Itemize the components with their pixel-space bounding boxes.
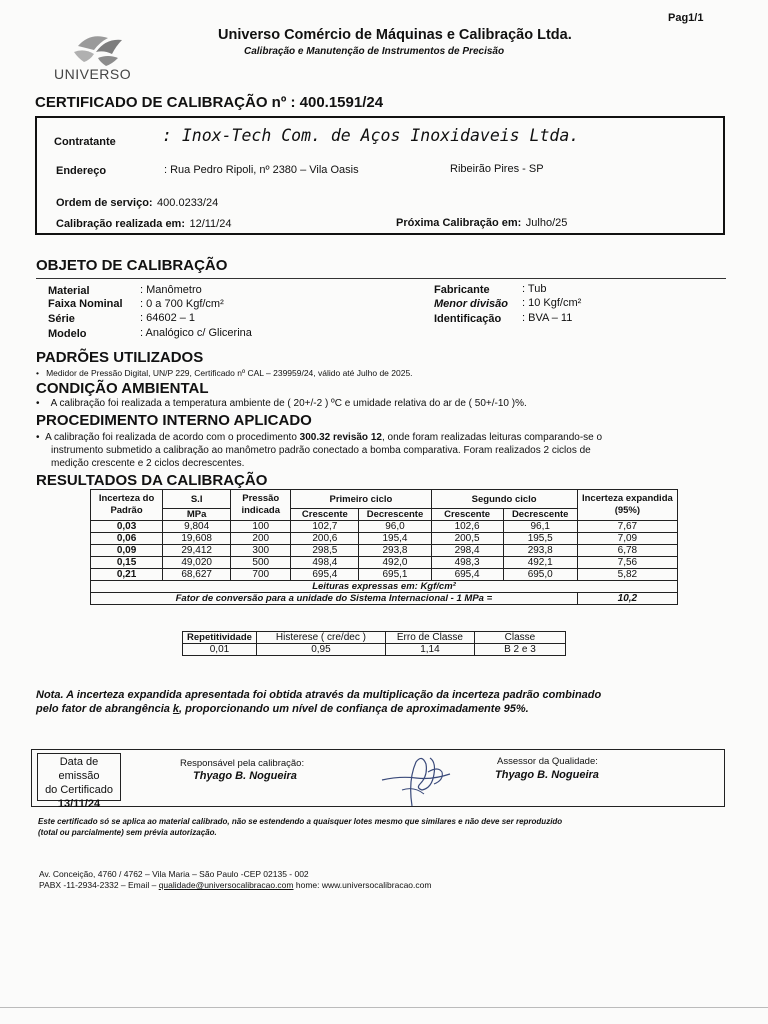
header-incerteza-padrao: Incerteza do Padrão bbox=[91, 490, 163, 521]
certificate-title-prefix: CERTIFICADO DE CALIBRAÇÃO nº : bbox=[35, 94, 300, 111]
cell-si: 19,608 bbox=[163, 533, 231, 545]
endereco-value: : Rua Pedro Ripoli, nº 2380 – Vila Oasis bbox=[164, 164, 359, 176]
issue-label-1: Data de emissão bbox=[58, 756, 100, 782]
cell-decrescente-2: 96,1 bbox=[503, 521, 577, 533]
material-value: : Manômetro bbox=[140, 284, 202, 296]
ordem-servico bbox=[56, 193, 218, 211]
cell-decrescente-1: 492,0 bbox=[359, 557, 431, 569]
note-text-c: , proporcionando um nível de confiança de aproximadamente 95%. bbox=[179, 703, 529, 715]
faixa-label: Faixa Nominal bbox=[48, 298, 123, 310]
section-divider bbox=[36, 278, 726, 279]
bullet-icon: • bbox=[36, 368, 47, 378]
cell-decrescente-2: 293,8 bbox=[503, 545, 577, 557]
header-crescente-1: Crescente bbox=[291, 509, 359, 521]
condicao-text: A calibração foi realizada a temperatura ambiente de ( 20+/-2 ) ºC e umidade relativa do ar de ( 50+/-10 )%. bbox=[50, 398, 527, 409]
disclaimer bbox=[38, 816, 728, 838]
responsavel-label: Responsável pela calibração: bbox=[180, 758, 305, 769]
table-row bbox=[91, 557, 678, 569]
cell-incerteza-expandida: 7,67 bbox=[577, 521, 677, 533]
header-decrescente-1: Decrescente bbox=[359, 509, 431, 521]
summary-histerese: 0,95 bbox=[256, 644, 385, 656]
procedimento-text-b: , onde foram realizadas leituras comparando-se o bbox=[381, 432, 603, 443]
footer bbox=[39, 869, 431, 891]
cell-crescente-1: 695,4 bbox=[291, 569, 359, 581]
bullet-icon: • bbox=[36, 398, 51, 409]
resultados-title: RESULTADOS DA CALIBRAÇÃO bbox=[36, 472, 268, 489]
summary-table bbox=[182, 631, 566, 656]
note-line-1: Nota. A incerteza expandida apresentada foi obtida através da multiplicação da incerteza padrão combinado bbox=[36, 689, 602, 701]
padroes-item bbox=[36, 368, 413, 378]
fator-label-a: Fator de conversão para a unidade bbox=[175, 593, 336, 604]
summary-header-erro: Erro de Classe bbox=[385, 632, 474, 644]
header-decrescente-2: Decrescente bbox=[503, 509, 577, 521]
logo-wordmark: UNIVERSO bbox=[54, 66, 132, 82]
cell-decrescente-1: 96,0 bbox=[359, 521, 431, 533]
condicao-item bbox=[36, 398, 527, 409]
identificacao-label: Identificação bbox=[434, 313, 502, 325]
cell-pressao: 100 bbox=[231, 521, 291, 533]
proxima-calibracao bbox=[396, 213, 567, 231]
procedimento-line-1 bbox=[36, 432, 602, 443]
serie-value: : 64602 – 1 bbox=[140, 312, 196, 324]
certificate-title bbox=[35, 94, 383, 111]
cell-decrescente-2: 695,0 bbox=[503, 569, 577, 581]
disclaimer-line-2: (total ou parcialmente) sem prévia autorização. bbox=[38, 828, 217, 837]
endereco-label: Endereço bbox=[56, 165, 107, 177]
company-name: Universo Comércio de Máquinas e Calibração Ltda. bbox=[218, 27, 572, 43]
header-incerteza-expandida: Incerteza expandida (95%) bbox=[577, 490, 677, 521]
header-primeiro-ciclo: Primeiro ciclo bbox=[291, 490, 431, 509]
material-label: Material bbox=[48, 285, 90, 297]
summary-classe: B 2 e 3 bbox=[474, 644, 565, 656]
leituras-row: Leituras expressas em: Kgf/cm² bbox=[91, 581, 678, 593]
cell-crescente-2: 298,4 bbox=[431, 545, 503, 557]
cell-crescente-2: 498,3 bbox=[431, 557, 503, 569]
note-text-b: pelo fator de abrangência bbox=[36, 703, 173, 715]
fabricante-value: : Tub bbox=[522, 283, 547, 295]
calibracao-value: 12/11/24 bbox=[189, 218, 232, 230]
header-si-unit: MPa bbox=[163, 509, 231, 521]
padroes-title: PADRÕES UTILIZADOS bbox=[36, 349, 204, 366]
assessor-label: Assessor da Qualidade: bbox=[497, 756, 598, 767]
cell-incerteza-expandida: 7,56 bbox=[577, 557, 677, 569]
serie-label: Série bbox=[48, 313, 75, 325]
calibracao-label: Calibração realizada em: bbox=[56, 218, 186, 230]
faixa-value: : 0 a 700 Kgf/cm² bbox=[140, 298, 224, 310]
procedimento-ref: 300.32 revisão 12 bbox=[299, 432, 382, 443]
cell-incerteza-padrao: 0,09 bbox=[91, 545, 163, 557]
proxima-label: Próxima Calibração em: bbox=[396, 217, 522, 229]
cidade-value: Ribeirão Pires - SP bbox=[450, 163, 544, 175]
certificate-number: 400.1591/24 bbox=[299, 94, 384, 111]
footer-email-link[interactable]: qualidade@universocalibracao.com bbox=[158, 880, 294, 890]
cell-crescente-1: 298,5 bbox=[291, 545, 359, 557]
cell-crescente-1: 498,4 bbox=[291, 557, 359, 569]
table-row bbox=[91, 521, 678, 533]
cell-si: 49,020 bbox=[163, 557, 231, 569]
divisao-label: Menor divisão bbox=[434, 298, 508, 310]
cell-incerteza-padrao: 0,06 bbox=[91, 533, 163, 545]
cell-decrescente-1: 695,1 bbox=[359, 569, 431, 581]
modelo-value: : Analógico c/ Glicerina bbox=[140, 327, 252, 339]
header-pressao: Pressão indicada bbox=[231, 490, 291, 521]
divisao-value: : 10 Kgf/cm² bbox=[522, 297, 582, 309]
proxima-value: Julho/25 bbox=[525, 217, 568, 229]
issue-date-box bbox=[37, 753, 121, 810]
fator-label-b: do Sistema Internacional - 1 MPa = bbox=[335, 593, 493, 604]
cell-incerteza-expandida: 7,09 bbox=[577, 533, 677, 545]
summary-header-classe: Classe bbox=[474, 632, 565, 644]
fator-label bbox=[91, 593, 578, 605]
cell-crescente-1: 200,6 bbox=[291, 533, 359, 545]
cell-incerteza-padrao: 0,21 bbox=[91, 569, 163, 581]
cell-crescente-1: 102,7 bbox=[291, 521, 359, 533]
header-crescente-2: Crescente bbox=[431, 509, 503, 521]
contratante-label: Contratante bbox=[54, 136, 116, 148]
procedimento-text-a: A calibração foi realizada de acordo com o procedimento bbox=[45, 432, 300, 443]
table-row bbox=[91, 545, 678, 557]
issue-date: 13/11/24 bbox=[57, 798, 101, 810]
ordem-label: Ordem de serviço: bbox=[56, 197, 153, 209]
summary-header-repetitividade: Repetitividade bbox=[183, 632, 257, 644]
cell-decrescente-2: 195,5 bbox=[503, 533, 577, 545]
company-subtitle: Calibração e Manutenção de Instrumentos de Precisão bbox=[244, 46, 505, 57]
cell-crescente-2: 695,4 bbox=[431, 569, 503, 581]
responsavel-name: Thyago B. Nogueira bbox=[193, 770, 297, 782]
page-number: Pag1/1 bbox=[668, 12, 704, 24]
summary-erro: 1,14 bbox=[385, 644, 474, 656]
assessor-name: Thyago B. Nogueira bbox=[495, 769, 599, 781]
procedimento-line-3: medição crescente e 2 ciclos decrescentes. bbox=[51, 458, 245, 469]
cell-crescente-2: 200,5 bbox=[431, 533, 503, 545]
header-si: S.I bbox=[163, 490, 231, 509]
objeto-title: OBJETO DE CALIBRAÇÃO bbox=[36, 257, 228, 274]
cell-pressao: 300 bbox=[231, 545, 291, 557]
cell-si: 9,804 bbox=[163, 521, 231, 533]
summary-header-histerese: Histerese ( cre/dec ) bbox=[256, 632, 385, 644]
fabricante-label: Fabricante bbox=[434, 284, 490, 296]
note-line-2 bbox=[36, 702, 726, 716]
table-row bbox=[91, 533, 678, 545]
cell-decrescente-1: 195,4 bbox=[359, 533, 431, 545]
cell-si: 29,412 bbox=[163, 545, 231, 557]
bullet-icon: • bbox=[36, 432, 46, 443]
footer-address: Av. Conceição, 4760 / 4762 – Vila Maria – São Paulo -CEP 02135 - 002 bbox=[39, 869, 309, 879]
cell-pressao: 200 bbox=[231, 533, 291, 545]
footer-home: home: www.universocalibracao.com bbox=[293, 880, 432, 890]
cell-pressao: 700 bbox=[231, 569, 291, 581]
cell-incerteza-padrao: 0,15 bbox=[91, 557, 163, 569]
summary-repetitividade: 0,01 bbox=[183, 644, 257, 656]
footer-contact bbox=[39, 880, 431, 891]
handwritten-signature bbox=[372, 750, 462, 808]
modelo-label: Modelo bbox=[48, 328, 87, 340]
fator-value: 10,2 bbox=[577, 593, 677, 605]
cell-si: 68,627 bbox=[163, 569, 231, 581]
ordem-value: 400.0233/24 bbox=[157, 197, 219, 209]
calibracao-realizada bbox=[56, 214, 231, 232]
note-text bbox=[36, 688, 726, 716]
identificacao-value: : BVA – 11 bbox=[522, 312, 573, 324]
table-row bbox=[91, 569, 678, 581]
header-segundo-ciclo: Segundo ciclo bbox=[431, 490, 577, 509]
cell-pressao: 500 bbox=[231, 557, 291, 569]
cell-incerteza-expandida: 6,78 bbox=[577, 545, 677, 557]
cell-crescente-2: 102,6 bbox=[431, 521, 503, 533]
results-table bbox=[90, 489, 678, 605]
cell-decrescente-1: 293,8 bbox=[359, 545, 431, 557]
condicao-title: CONDIÇÃO AMBIENTAL bbox=[36, 380, 209, 397]
cell-incerteza-expandida: 5,82 bbox=[577, 569, 677, 581]
issue-label-2: do Certificado bbox=[45, 784, 113, 796]
page-edge bbox=[0, 1007, 768, 1008]
procedimento-title: PROCEDIMENTO INTERNO APLICADO bbox=[36, 412, 312, 429]
padroes-text: Medidor de Pressão Digital, UN/P 229, Certificado nº CAL – 239959/24, válido até Julho de 2025. bbox=[46, 368, 413, 378]
cell-incerteza-padrao: 0,03 bbox=[91, 521, 163, 533]
cell-decrescente-2: 492,1 bbox=[503, 557, 577, 569]
disclaimer-line-1: Este certificado só se aplica ao material calibrado, não se estendendo a quaisquer lotes mesmo que similares e não deve ser reproduzido bbox=[38, 817, 563, 826]
note-k: k bbox=[172, 703, 180, 715]
footer-phone: PABX -11-2934-2332 – Email – bbox=[39, 880, 159, 890]
procedimento-line-2: instrumento submetido a calibração ao manômetro padrão conectado a bomba comparativa. Foram realizados 2 ciclos de bbox=[51, 445, 591, 456]
contratante-value: : Inox-Tech Com. de Aços Inoxidaveis Ltda. bbox=[162, 126, 580, 145]
